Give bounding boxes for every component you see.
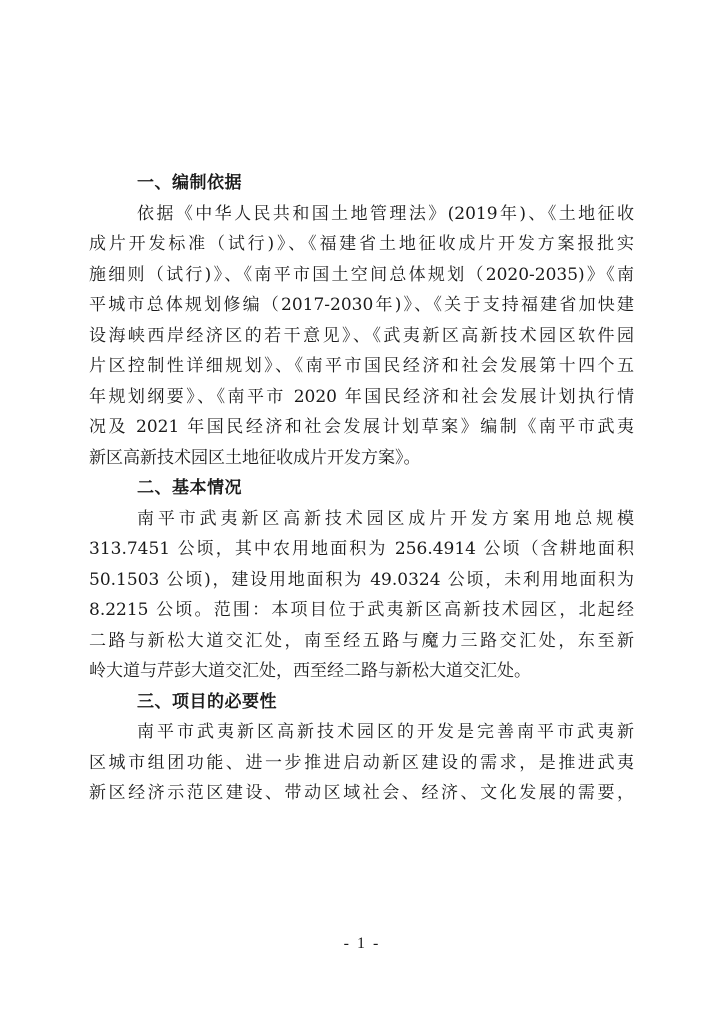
paragraph-line: 313.7451 公顷，其中农用地面积为 256.4914 公顷（含耕地面积	[89, 539, 634, 559]
paragraph-line: 南平市武夷新区高新技术园区成片开发方案用地总规模	[137, 508, 634, 529]
section-paragraph-overview	[89, 504, 634, 687]
paragraph-line: 依据《中华人民共和国土地管理法》(2019年)、《土地征收	[137, 203, 634, 224]
section-heading-overview: 二、基本情况	[137, 478, 242, 498]
paragraph-line: 平城市总体规划修编（2017-2030年)》、《关于支持福建省加快建	[89, 295, 634, 315]
paragraph-line: 南平市武夷新区高新技术园区的开发是完善南平市武夷新	[137, 722, 634, 742]
paragraph-line: 区城市组团功能、进一步推进启动新区建设的需求，是推进武夷	[89, 752, 634, 773]
paragraph-line: 8.2215 公顷。范围：本项目位于武夷新区高新技术园区，北起经	[89, 600, 634, 620]
section-paragraph-necessity	[89, 717, 634, 809]
section-heading-necessity: 三、项目的必要性	[137, 691, 277, 712]
paragraph-line: 50.1503 公顷)，建设用地面积为 49.0324 公顷，未利用地面积为	[89, 569, 634, 590]
paragraph-line: 二路与新松大道交汇处，南至经五路与魔力三路交汇处，东至新	[89, 630, 634, 651]
page-number: - 1 -	[343, 935, 381, 952]
paragraph-line: 况及 2021 年国民经济和社会发展计划草案》编制《南平市武夷	[89, 417, 634, 437]
paragraph-line: 设海峡西岸经济区的若干意见》、《武夷新区高新技术园区软件园	[89, 325, 634, 346]
paragraph-line: 成片开发标准（试行)》、《福建省土地征收成片开发方案报批实	[89, 234, 634, 254]
paragraph-line: 新区经济示范区建设、带动区域社会、经济、文化发展的需要，	[89, 783, 634, 803]
section-heading-basis: 一、编制依据	[137, 173, 242, 193]
section-paragraph-basis	[89, 199, 634, 474]
paragraph-line: 新区高新技术园区土地征收成片开发方案》。	[89, 447, 421, 468]
paragraph-line: 岭大道与芹彭大道交汇处，西至经二路与新松大道交汇处。	[89, 661, 531, 681]
document-body	[89, 168, 634, 809]
paragraph-line: 片区控制性详细规划》、《南平市国民经济和社会发展第十四个五	[89, 356, 634, 376]
paragraph-line: 施细则（试行)》、《南平市国土空间总体规划（2020-2035)》《南	[89, 264, 634, 285]
paragraph-line: 年规划纲要》、《南平市 2020 年国民经济和社会发展计划执行情	[89, 386, 634, 407]
